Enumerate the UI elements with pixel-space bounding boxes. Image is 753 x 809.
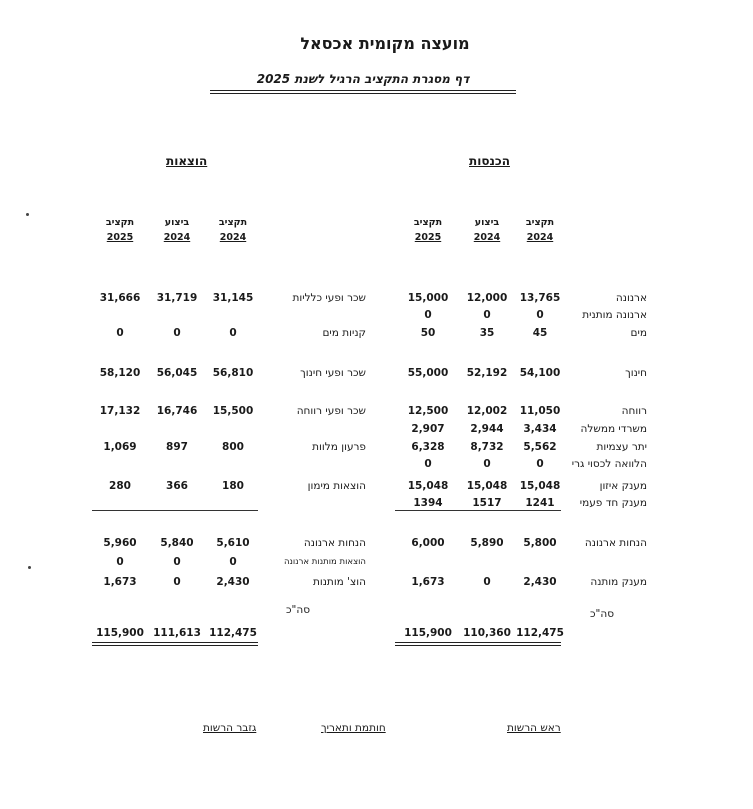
column-header-year: 2025 [414,232,442,243]
scan-speck [28,566,31,569]
column-header-year: 2024 [219,232,247,243]
income-total-label: סה"כ [590,608,615,620]
income-row-b2024: 2,430 [523,576,557,588]
income-row-b2025: 1394 [413,497,443,509]
expense-row-b2024: 15,500 [212,405,254,417]
expense-row-label: שכר ופעי חינוך [300,367,366,379]
income-row-label: מענק חד פעמי [579,497,647,509]
expense-row-e2024: 366 [166,480,188,492]
income-row-e2024: 0 [483,458,491,470]
expense-row-label: פרעון מלוות [312,441,366,453]
income-row-e2024: 8,732 [470,441,504,453]
expense-row-label: הוצאות מימון [307,480,366,492]
expense-row-e2024: 16,746 [156,405,198,417]
income-column-header [398,215,458,245]
income-row-b2025: 6,000 [411,537,445,549]
expense-row-b2024: 0 [229,556,237,568]
expense-row-e2024: 0 [173,556,181,568]
income-row-label: רווחה [621,405,647,417]
income-row-b2024: 3,434 [523,423,557,435]
expense-row-b2025: 17,132 [99,405,141,417]
income-section-title: הכנסות [469,154,510,168]
expense-row-b2025: 1,069 [103,441,137,453]
column-header-top: ביצוע [164,217,190,228]
income-row-label: הנחות ארנונה [584,537,647,549]
expense-column-header [90,215,150,245]
income-row-b2025: 1,673 [411,576,445,588]
expense-total-label: סה"כ [286,604,311,616]
income-row-label: ארנונה [615,292,647,304]
expense-row-e2024: 31,719 [156,292,198,304]
expense-row-label: הוצאות מותנות ארנונה [283,557,366,567]
column-header-year: 2024 [163,232,191,243]
income-row-e2024: 12,000 [466,292,508,304]
expense-row-b2024: 0 [229,327,237,339]
expense-row-e2024: 5,840 [160,537,194,549]
income-total-b2024: 112,475 [516,627,564,639]
income-row-label: מענק איזון [599,480,647,492]
income-row-e2024: 12,002 [466,405,508,417]
expense-row-b2025: 58,120 [99,367,141,379]
income-row-e2024: 35 [479,327,495,339]
column-header-top: ביצוע [474,217,500,228]
income-row-label: הלוואה לכסוי גרי [571,458,647,470]
expense-column-header [147,215,207,245]
income-row-label: ארנונה מותנית [582,309,647,321]
expense-total-b2025: 115,900 [96,627,144,639]
expense-row-b2025: 0 [116,556,124,568]
income-row-b2025: 2,907 [411,423,445,435]
column-header-year: 2025 [106,232,134,243]
expense-row-b2025: 5,960 [103,537,137,549]
signature-head-of-authority: ראש הרשות [507,722,561,734]
income-row-e2024: 0 [483,309,491,321]
income-row-b2025: 0 [424,309,432,321]
income-row-e2024: 2,944 [470,423,504,435]
income-row-label: משרדי ממשלה [580,423,647,435]
income-row-b2025: 50 [420,327,436,339]
expense-row-b2024: 800 [222,441,244,453]
income-row-b2024: 45 [532,327,548,339]
income-total-b2025: 115,900 [404,627,452,639]
expense-row-e2024: 0 [173,327,181,339]
expense-row-b2024: 180 [222,480,244,492]
income-row-b2025: 0 [424,458,432,470]
income-row-b2024: 5,800 [523,537,557,549]
income-row-b2025: 6,328 [411,441,445,453]
expense-total-double-rule [92,642,258,646]
expense-subtotal-rule [92,510,258,511]
income-row-e2024: 5,890 [470,537,504,549]
expense-row-label: שכר ופעי רווחה [296,405,366,417]
income-row-e2024: 0 [483,576,491,588]
income-row-label: יתר עצמיות [596,441,647,453]
income-row-b2024: 1241 [525,497,555,509]
income-row-b2024: 54,100 [519,367,561,379]
expense-total-e2024: 111,613 [153,627,201,639]
column-header-top: תקציב [105,217,135,228]
income-row-label: מים [630,327,647,339]
document-subtitle: דף מסגרת התקציב הרגיל לשנת 2025 [256,72,470,86]
document-title: מועצה מקומית אכסאל [300,34,470,53]
income-row-label: חינוך [625,367,647,379]
expense-total-b2024: 112,475 [209,627,257,639]
expense-section-title: הוצאות [166,154,208,168]
column-header-top: תקציב [413,217,443,228]
expense-row-label: קניות מים [322,327,366,339]
expense-row-e2024: 0 [173,576,181,588]
income-row-b2025: 55,000 [407,367,449,379]
income-row-b2024: 5,562 [523,441,557,453]
income-subtotal-rule [395,510,561,511]
signature-treasurer: גזבר הרשות [203,722,257,734]
expense-row-b2024: 31,145 [212,292,254,304]
income-row-b2025: 15,048 [407,480,449,492]
expense-row-label: שכר ופעי כלליות [292,292,366,304]
income-row-label: מענק מותנה [590,576,647,588]
expense-row-e2024: 56,045 [156,367,198,379]
income-row-b2024: 11,050 [519,405,561,417]
expense-row-b2024: 5,610 [216,537,250,549]
expense-row-label: הוצ' מותנות [312,576,366,588]
expense-row-b2024: 2,430 [216,576,250,588]
expense-row-b2025: 31,666 [99,292,141,304]
income-row-e2024: 1517 [472,497,502,509]
income-total-e2024: 110,360 [463,627,511,639]
income-row-b2024: 13,765 [519,292,561,304]
expense-row-label: הנחות ארנונה [303,537,366,549]
column-header-top: תקציב [218,217,248,228]
income-row-e2024: 52,192 [466,367,508,379]
expense-row-b2025: 280 [109,480,131,492]
expense-row-b2024: 56,810 [212,367,254,379]
income-row-b2024: 0 [536,458,544,470]
income-row-b2024: 0 [536,309,544,321]
expense-row-b2025: 1,673 [103,576,137,588]
income-row-e2024: 15,048 [466,480,508,492]
expense-row-b2025: 0 [116,327,124,339]
signature-stamp-and-date: חותמת ותאריך [321,722,386,734]
scan-speck [26,213,29,216]
expense-column-header [203,215,263,245]
income-column-header [510,215,570,245]
income-row-b2024: 15,048 [519,480,561,492]
column-header-year: 2024 [473,232,501,243]
income-row-b2025: 12,500 [407,405,449,417]
income-total-double-rule [395,642,561,646]
income-row-b2025: 15,000 [407,292,449,304]
column-header-year: 2024 [526,232,554,243]
expense-row-e2024: 897 [166,441,188,453]
column-header-top: תקציב [525,217,555,228]
income-column-header [457,215,517,245]
subtitle-double-underline [210,90,516,94]
